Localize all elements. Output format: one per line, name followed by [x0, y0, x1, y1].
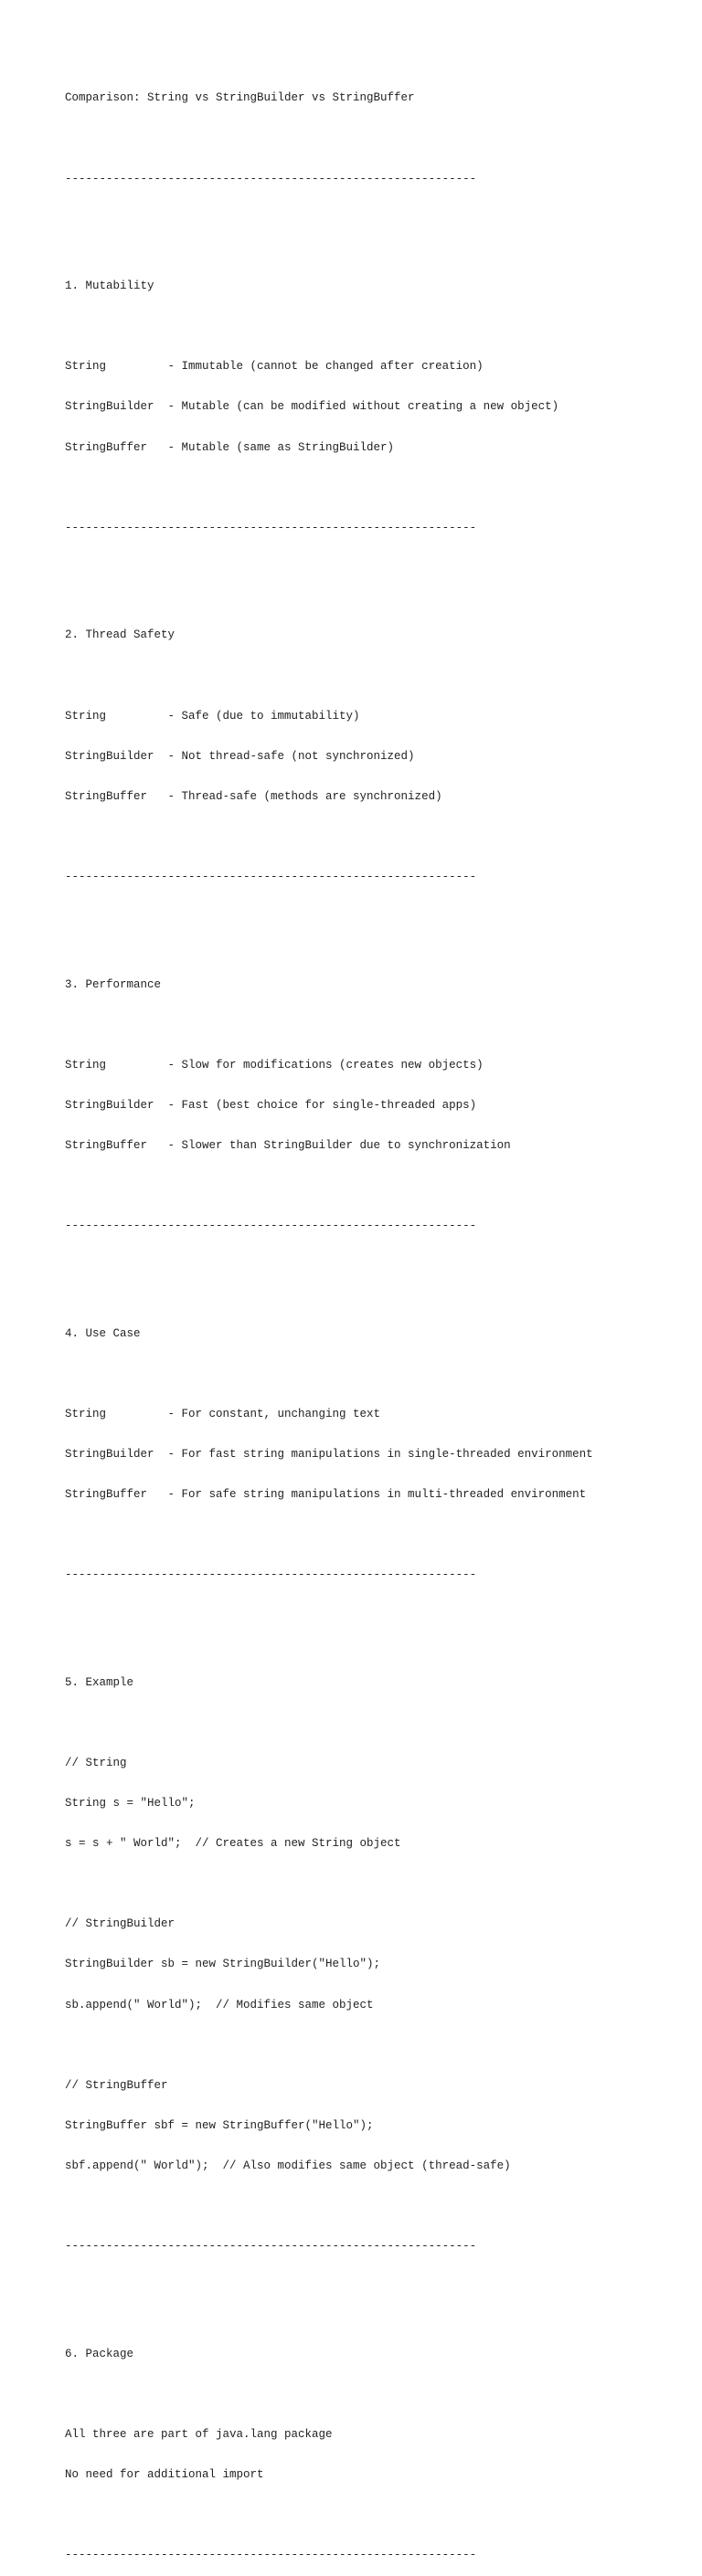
divider: ------------------------------------------------------------ [65, 172, 477, 185]
code-comment: // StringBuffer [65, 2078, 168, 2092]
section-line: All three are part of java.lang package [65, 2427, 333, 2441]
code-line: String s = "Hello"; [65, 1797, 196, 1811]
code-line: StringBuilder sb = new StringBuilder("Hello"); [65, 1958, 381, 1971]
document-body [65, 65, 686, 2576]
divider: ------------------------------------------------------------ [65, 521, 477, 534]
divider: ------------------------------------------------------------ [65, 2549, 477, 2562]
section-heading: 6. Package [65, 2347, 134, 2360]
section-line: String - Slow for modifications (creates new objects) [65, 1058, 484, 1072]
divider: ------------------------------------------------------------ [65, 1219, 477, 1233]
code-comment: // StringBuilder [65, 1917, 176, 1931]
section-heading: 4. Use Case [65, 1326, 141, 1340]
section-line: StringBuilder - For fast string manipulations in single-threaded environment [65, 1447, 593, 1461]
section-heading: 3. Performance [65, 977, 162, 991]
section-line: StringBuffer - Mutable (same as StringBuilder) [65, 440, 395, 454]
code-line: sbf.append(" World"); // Also modifies same object (thread-safe) [65, 2159, 511, 2172]
section-line: StringBuilder - Mutable (can be modified without creating a new object) [65, 400, 559, 414]
section-line: String - For constant, unchanging text [65, 1407, 381, 1420]
section-line: StringBuffer - Thread-safe (methods are synchronized) [65, 789, 442, 803]
section-heading: 2. Thread Safety [65, 628, 176, 642]
divider: ------------------------------------------------------------ [65, 1568, 477, 1582]
divider: ------------------------------------------------------------ [65, 2240, 477, 2254]
section-line: String - Safe (due to immutability) [65, 709, 360, 723]
code-line: s = s + " World"; // Creates a new String object [65, 1837, 401, 1851]
section-heading: 1. Mutability [65, 280, 154, 293]
section-line: No need for additional import [65, 2468, 264, 2481]
code-comment: // String [65, 1757, 127, 1769]
section-line: StringBuffer - Slower than StringBuilder due to synchronization [65, 1138, 511, 1152]
code-line: sb.append(" World"); // Modifies same object [65, 1998, 374, 2011]
section-heading: 5. Example [65, 1675, 134, 1689]
divider: ------------------------------------------------------------ [65, 870, 477, 883]
section-line: StringBuffer - For safe string manipulations in multi-threaded environment [65, 1488, 587, 1502]
section-line: StringBuilder - Fast (best choice for single-threaded apps) [65, 1098, 477, 1112]
section-line: String - Immutable (cannot be changed after creation) [65, 360, 484, 374]
section-line: StringBuilder - Not thread-safe (not synchronized) [65, 749, 415, 763]
document-title: Comparison: String vs StringBuilder vs StringBuffer [65, 91, 415, 105]
code-line: StringBuffer sbf = new StringBuffer("Hello"); [65, 2118, 374, 2132]
